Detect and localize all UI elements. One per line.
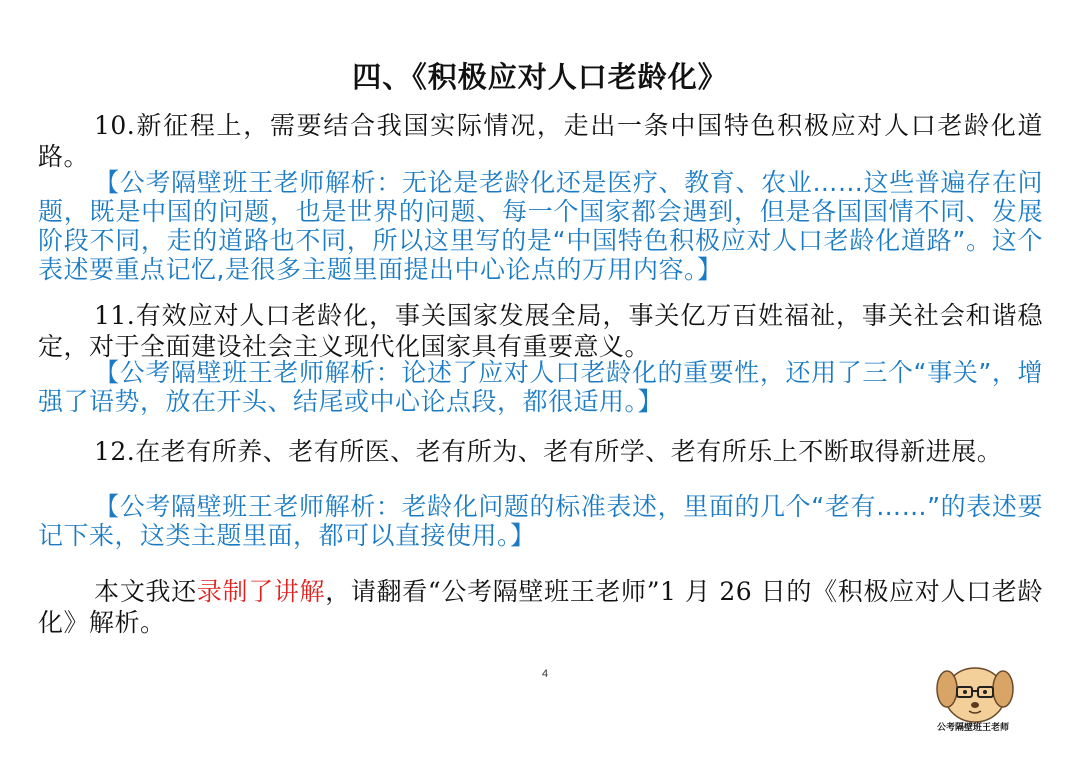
item-12-note xyxy=(38,492,1043,550)
item-11-body: 11.有效应对人口老龄化，事关国家发展全局，事关亿万百姓福祉，事关社会和谐稳定，对于全面建设社会主义现代化国家具有重要意义。 xyxy=(38,301,1043,361)
item-11-note xyxy=(38,358,1043,416)
item-10-body: 10.新征程上，需要结合我国实际情况，走出一条中国特色积极应对人口老龄化道路。 xyxy=(38,111,1043,171)
item-10-text xyxy=(38,110,1043,172)
dog-mascot-icon xyxy=(930,655,1020,725)
section-title: 四、《积极应对人口老龄化》 xyxy=(352,60,728,94)
item-10-note-body: 【公考隔壁班王老师解析：无论是老龄化还是医疗、教育、农业……这些普遍存在问题，既是中国的问题，也是世界的问题、每一个国家都会遇到，但是各国国情不同、发展阶段不同，走的道路也不同，所以这里写的是“中国特色积极应对人口老龄化道路”。这个表述要重点记忆,是很多主题里面提出中心论点的万用内容。】 xyxy=(38,168,1043,284)
item-11-text xyxy=(38,300,1043,362)
item-11-note-body: 【公考隔壁班王老师解析：论述了应对人口老龄化的重要性，还用了三个“事关”，增强了语势，放在开头、结尾或中心论点段，都很适用。】 xyxy=(38,358,1043,416)
closing-paragraph xyxy=(38,576,1043,638)
item-10-note xyxy=(38,168,1043,284)
closing-highlight: 录制了讲解 xyxy=(196,577,326,606)
item-12-note-body: 【公考隔壁班王老师解析：老龄化问题的标准表述，里面的几个“老有……”的表述要记下来，这类主题里面，都可以直接使用。】 xyxy=(38,492,1043,550)
page-number: 4 xyxy=(542,668,549,680)
closing-after: ，请翻看“公考隔壁班王老师”1 月 26 日的《积极应对人口老龄化》解析。 xyxy=(38,577,1043,637)
closing-before: 本文我还 xyxy=(94,577,197,606)
item-12-body: 12.在老有所养、老有所医、老有所为、老有所学、老有所乐上不断取得新进展。 xyxy=(94,437,1003,466)
logo-caption: 公考隔壁班王老师 xyxy=(936,723,1009,733)
item-12-text xyxy=(38,436,1043,467)
